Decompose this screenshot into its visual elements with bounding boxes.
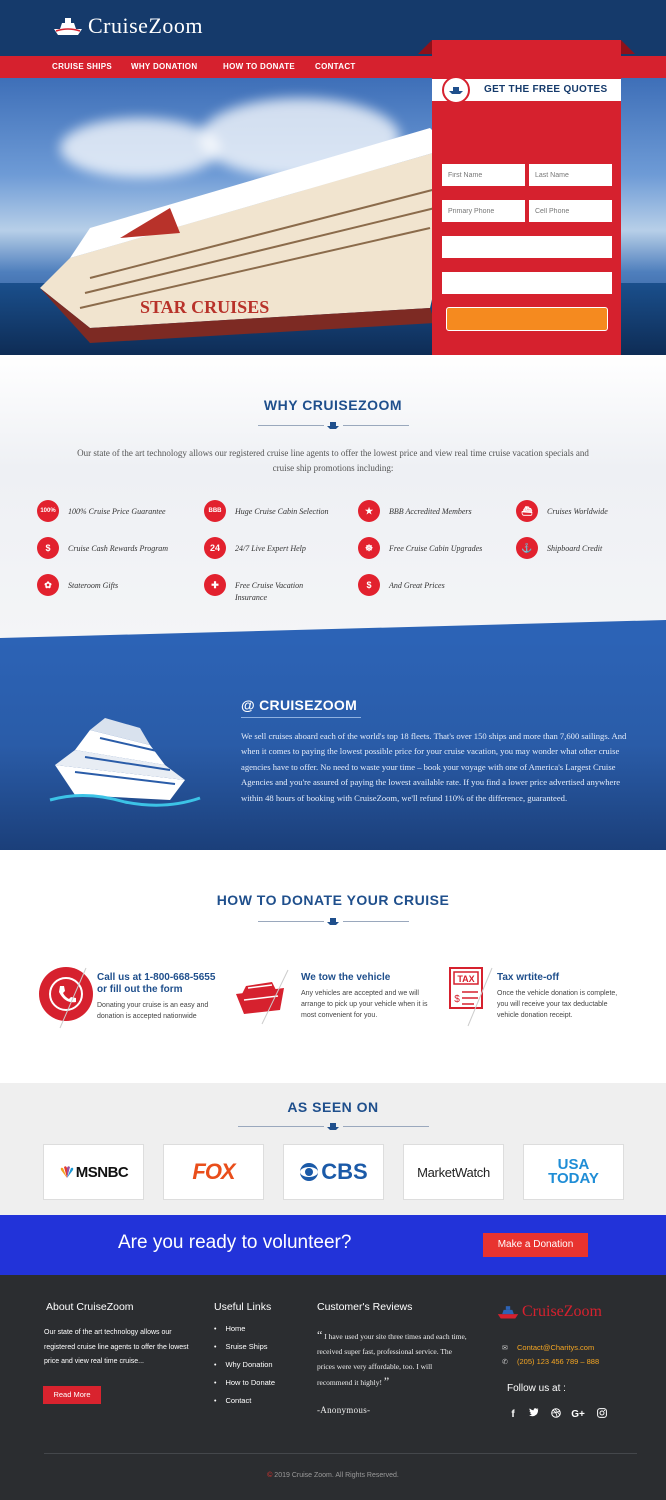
donate-rule-right: [343, 921, 409, 922]
as-seen-on-title: AS SEEN ON: [287, 1099, 379, 1115]
first-name-input[interactable]: [442, 164, 525, 186]
media-logo-marketwatch[interactable]: [403, 1144, 504, 1200]
quote-ribbon-left: [418, 40, 432, 54]
peacock-icon: [59, 1166, 75, 1178]
nav-cruise-ships[interactable]: CRUISE SHIPS: [52, 62, 113, 71]
phone-call-icon: [38, 964, 94, 1030]
about-body: We sell cruises aboard each of the world's top 18 fleets. That's over 150 ships and more than 7,600 sailings. And when it comes to paying the lowest possible price for your cruise vacation, you may wonder what other cruise agencies have to offer. No need to waste your time – book your voyage with one of America's Largest Cruise Agencies and you're assured of paying the lowest available rate. If you find a lower price advertised anywhere within 48 hours of booking with CruiseZoom, we'll refund 110% of the difference, guaranteed.: [241, 731, 627, 803]
feature-item: [37, 500, 187, 522]
nav-how-to-donate[interactable]: HOW TO DONATE: [223, 62, 296, 71]
reviewer-name: -Anonymous-: [317, 1405, 371, 1415]
phone-icon: ✆: [502, 1358, 508, 1366]
tax-badge-text: TAX: [457, 974, 475, 984]
ship-globe-icon: ⛴: [516, 500, 538, 522]
feature-item: [204, 500, 354, 522]
footer-logo-text: CruiseZoom: [522, 1303, 602, 1320]
primary-phone-input[interactable]: [442, 200, 525, 222]
volunteer-cta-text: Are you ready to volunteer?: [118, 1232, 352, 1253]
tow-ship-icon: [232, 966, 292, 1026]
donate-title: HOW TO DONATE YOUR CRUISE: [216, 892, 450, 908]
ship-divider-icon: [326, 916, 340, 926]
make-donation-button[interactable]: Make a Donation: [483, 1233, 588, 1257]
media-logo-usa-today[interactable]: [523, 1144, 624, 1200]
about-rule: [241, 717, 361, 718]
ship-icon: [442, 76, 470, 104]
quote-ribbon-right: [621, 40, 635, 54]
quote-form-header: [432, 79, 621, 101]
why-rule-right: [343, 425, 409, 426]
nav-contact[interactable]: CONTACT: [315, 62, 356, 71]
copyright-text: © 2019 Cruise Zoom. All Rights Reserved.: [267, 1472, 399, 1479]
ship-divider-icon: [326, 420, 340, 430]
logo-text: CruiseZoom: [88, 13, 203, 38]
feature-label: Cruise Cash Rewards Program: [68, 544, 169, 553]
footer-link-contact[interactable]: • Contact: [214, 1396, 251, 1405]
why-rule-left: [258, 425, 324, 426]
nav-why-donation[interactable]: WHY DONATION: [131, 62, 198, 71]
why-description: Our state of the art technology allows our registered cruise line agents to offer the lowest price and view real time cruise vacation specials and cruise ship promotions including:: [77, 448, 589, 473]
quote-submit-button[interactable]: [446, 307, 608, 331]
insurance-icon: ✚: [204, 574, 226, 596]
feature-item: [516, 537, 646, 559]
open-quote-icon: “: [317, 1328, 323, 1342]
logo[interactable]: [52, 8, 203, 44]
feature-item: [204, 537, 354, 559]
feature-label: Cruises Worldwide: [547, 507, 608, 516]
feature-label: 24/7 Live Expert Help: [235, 544, 306, 553]
seen-rule-right: [343, 1126, 429, 1127]
facebook-icon[interactable]: f: [511, 1409, 515, 1420]
about-title: @ CRUISEZOOM: [241, 697, 358, 713]
donate-rule-left: [258, 921, 324, 922]
feature-item: [204, 574, 324, 604]
feature-item: [358, 537, 508, 559]
read-more-button[interactable]: Read More: [43, 1386, 101, 1404]
accredited-seal-icon: ★: [358, 500, 380, 522]
ship-logo-icon: [496, 1304, 520, 1320]
twitter-icon[interactable]: [527, 1408, 541, 1422]
msnbc-logo-text: MSNBC: [75, 1163, 129, 1181]
support-24-7-icon: 24: [204, 537, 226, 559]
step-1-text: Donating your cruise is an easy and donation is accepted nationwide: [97, 1002, 209, 1020]
follow-us-label: Follow us at :: [507, 1383, 566, 1394]
last-name-input[interactable]: [529, 164, 612, 186]
feature-label: Shipboard Credit: [547, 544, 603, 553]
footer-link-home[interactable]: • Home: [214, 1324, 245, 1333]
media-logo-msnbc[interactable]: [43, 1144, 144, 1200]
ship-wheel-icon: ☸: [358, 537, 380, 559]
feature-item: [358, 500, 508, 522]
cruise-ship-illustration: [45, 710, 205, 810]
footer-divider: [44, 1453, 637, 1454]
usa-today-logo-text: USA TODAY: [548, 1156, 599, 1187]
email-icon: ✉: [502, 1344, 508, 1352]
bbb-icon: BBB: [204, 500, 226, 522]
footer-email[interactable]: ✉ Contact@Charitys.com: [502, 1343, 595, 1352]
customer-review-text: “ I have used your site three times and each time, received super fast, professional service. The prices were very affordable, too. I will recommend it highly! ”: [317, 1328, 467, 1388]
gift-icon: ✿: [37, 574, 59, 596]
wallet-icon: $: [37, 537, 59, 559]
cruise-ship-image: [30, 108, 470, 348]
step-1-title: Call us at 1-800-668-5655 or fill out the form: [97, 972, 216, 995]
ship-logo-icon: [52, 15, 84, 37]
feature-label: Free Cruise Cabin Upgrades: [389, 544, 483, 553]
anchor-icon: ⚓: [516, 537, 538, 559]
ship-hull-text: STAR CRUISES: [140, 297, 270, 317]
price-tag-icon: $: [358, 574, 380, 596]
tax-document-icon: [446, 964, 496, 1028]
feature-label: Free Cruise Vacation Insurance: [235, 581, 304, 602]
ship-divider-icon: [326, 1121, 340, 1131]
media-logo-fox[interactable]: [163, 1144, 264, 1200]
step-2-title: We tow the vehicle: [301, 972, 391, 983]
step-2-text: Any vehicles are accepted and we will arrange to pick up your vehicle when it is most convenient for you.: [301, 990, 428, 1019]
footer-link-cruise-ships[interactable]: • Sruise Ships: [214, 1342, 268, 1351]
footer-logo[interactable]: [496, 1303, 602, 1321]
footer-about-title: About CruiseZoom: [46, 1301, 134, 1313]
quote-field-6[interactable]: [442, 272, 612, 294]
footer-about-text: Our state of the art technology allows our registered cruise line agents to offer the lowest price and view real time cruise...: [44, 1329, 189, 1365]
why-title: WHY CRUISEZOOM: [263, 397, 403, 413]
quote-form-title: GET THE FREE QUOTES: [484, 84, 608, 95]
price-guarantee-icon: 100%: [37, 500, 59, 522]
feature-label: Huge Cruise Cabin Selection: [235, 507, 329, 516]
instagram-icon[interactable]: [595, 1408, 609, 1422]
feature-label: BBB Accredited Members: [389, 507, 472, 516]
quote-field-5[interactable]: [442, 236, 612, 258]
feature-label: And Great Prices: [389, 581, 445, 590]
feature-item: [37, 537, 197, 559]
svg-text:$: $: [454, 994, 460, 1005]
marketwatch-logo-text: MarketWatch: [417, 1164, 490, 1180]
footer-phone[interactable]: ✆ (205) 123 456 789 – 888: [502, 1357, 600, 1366]
footer-reviews-title: Customer's Reviews: [317, 1301, 413, 1313]
footer-link-why-donation[interactable]: • Why Donation: [214, 1360, 273, 1369]
step-3-title: Tax wrtite-off: [497, 972, 560, 983]
footer-links-title: Useful Links: [214, 1301, 272, 1313]
close-quote-icon: ”: [383, 1374, 390, 1388]
cell-phone-input[interactable]: [529, 200, 612, 222]
step-3-text: Once the vehicle donation is complete, you will receive your tax deductable vehicle donation receipt.: [497, 990, 618, 1019]
feature-item: [358, 574, 508, 596]
feature-label: Stateroom Gifts: [68, 581, 119, 590]
fox-logo-text: FOX: [192, 1159, 235, 1184]
cbs-logo-text: CBS: [321, 1159, 368, 1184]
google-plus-icon[interactable]: G+: [571, 1409, 585, 1420]
dribbble-icon[interactable]: [549, 1408, 563, 1422]
footer-link-how-to-donate[interactable]: • How to Donate: [214, 1378, 275, 1387]
feature-item: [37, 574, 187, 596]
feature-label: 100% Cruise Price Guarantee: [68, 507, 166, 516]
media-logo-cbs[interactable]: [283, 1144, 384, 1200]
seen-rule-left: [238, 1126, 324, 1127]
cbs-eye-icon: [299, 1162, 319, 1182]
feature-item: [516, 500, 646, 522]
